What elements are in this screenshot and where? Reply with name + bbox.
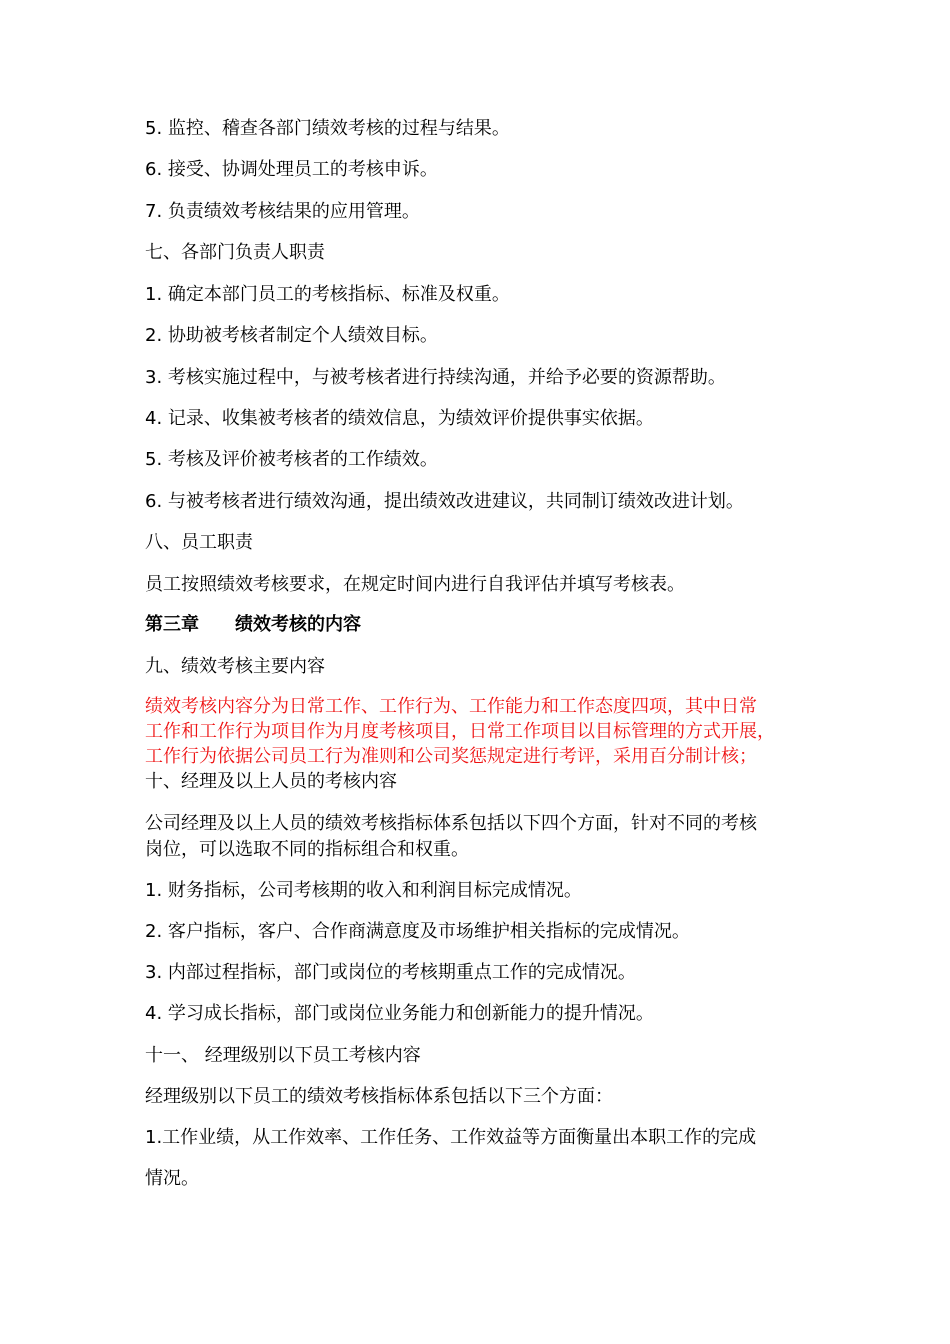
section-10-heading: 十、经理及以上人员的考核内容	[145, 771, 397, 792]
section-10-item: 2. 客户指标，客户、合作商满意度及市场维护相关指标的完成情况。	[145, 921, 690, 942]
section-9-text-line: 工作行为依据公司员工行为准则和公司奖惩规定进行考评，采用百分制计核；	[145, 746, 757, 767]
duty-item-5: 5. 监控、稽查各部门绩效考核的过程与结果。	[145, 118, 510, 139]
section-10-intro-line: 公司经理及以上人员的绩效考核指标体系包括以下四个方面，针对不同的考核	[145, 813, 757, 834]
section-7-item: 1. 确定本部门员工的考核指标、标准及权重。	[145, 284, 510, 305]
section-8-text: 员工按照绩效考核要求，在规定时间内进行自我评估并填写考核表。	[145, 574, 685, 595]
section-7-heading: 七、各部门负责人职责	[145, 242, 325, 263]
section-7-item: 6. 与被考核者进行绩效沟通，提出绩效改进建议，共同制订绩效改进计划。	[145, 491, 744, 512]
duty-item-6: 6. 接受、协调处理员工的考核申诉。	[145, 159, 438, 180]
section-10-item: 1. 财务指标，公司考核期的收入和利润目标完成情况。	[145, 880, 582, 901]
section-7-item: 3. 考核实施过程中，与被考核者进行持续沟通，并给予必要的资源帮助。	[145, 367, 726, 388]
duty-item-7: 7. 负责绩效考核结果的应用管理。	[145, 201, 420, 222]
section-8-heading: 八、员工职责	[145, 532, 253, 553]
section-11-intro: 经理级别以下员工的绩效考核指标体系包括以下三个方面：	[145, 1086, 613, 1107]
chapter-3-number: 第三章	[145, 614, 199, 635]
section-10-item: 4. 学习成长指标，部门或岗位业务能力和创新能力的提升情况。	[145, 1003, 654, 1024]
section-7-item: 2. 协助被考核者制定个人绩效目标。	[145, 325, 438, 346]
section-9-heading: 九、绩效考核主要内容	[145, 656, 325, 677]
chapter-3-heading	[145, 613, 810, 637]
section-7-item: 4. 记录、收集被考核者的绩效信息，为绩效评价提供事实依据。	[145, 408, 654, 429]
section-7-item: 5. 考核及评价被考核者的工作绩效。	[145, 449, 438, 470]
section-11-heading: 十一、 经理级别以下员工考核内容	[145, 1045, 421, 1066]
chapter-3-title: 绩效考核的内容	[235, 614, 361, 635]
section-10-intro-line: 岗位，可以选取不同的指标组合和权重。	[145, 839, 469, 860]
section-11-item-1-line: 情况。	[145, 1168, 199, 1189]
section-11-item-1-line: 1.工作业绩，从工作效率、工作任务、工作效益等方面衡量出本职工作的完成	[145, 1127, 757, 1148]
section-9-text-line: 工作和工作行为项目作为月度考核项目，日常工作项目以目标管理的方式开展，	[145, 721, 775, 742]
section-9-text-line: 绩效考核内容分为日常工作、工作行为、工作能力和工作态度四项，其中日常	[145, 696, 757, 717]
section-10-item: 3. 内部过程指标，部门或岗位的考核期重点工作的完成情况。	[145, 962, 636, 983]
